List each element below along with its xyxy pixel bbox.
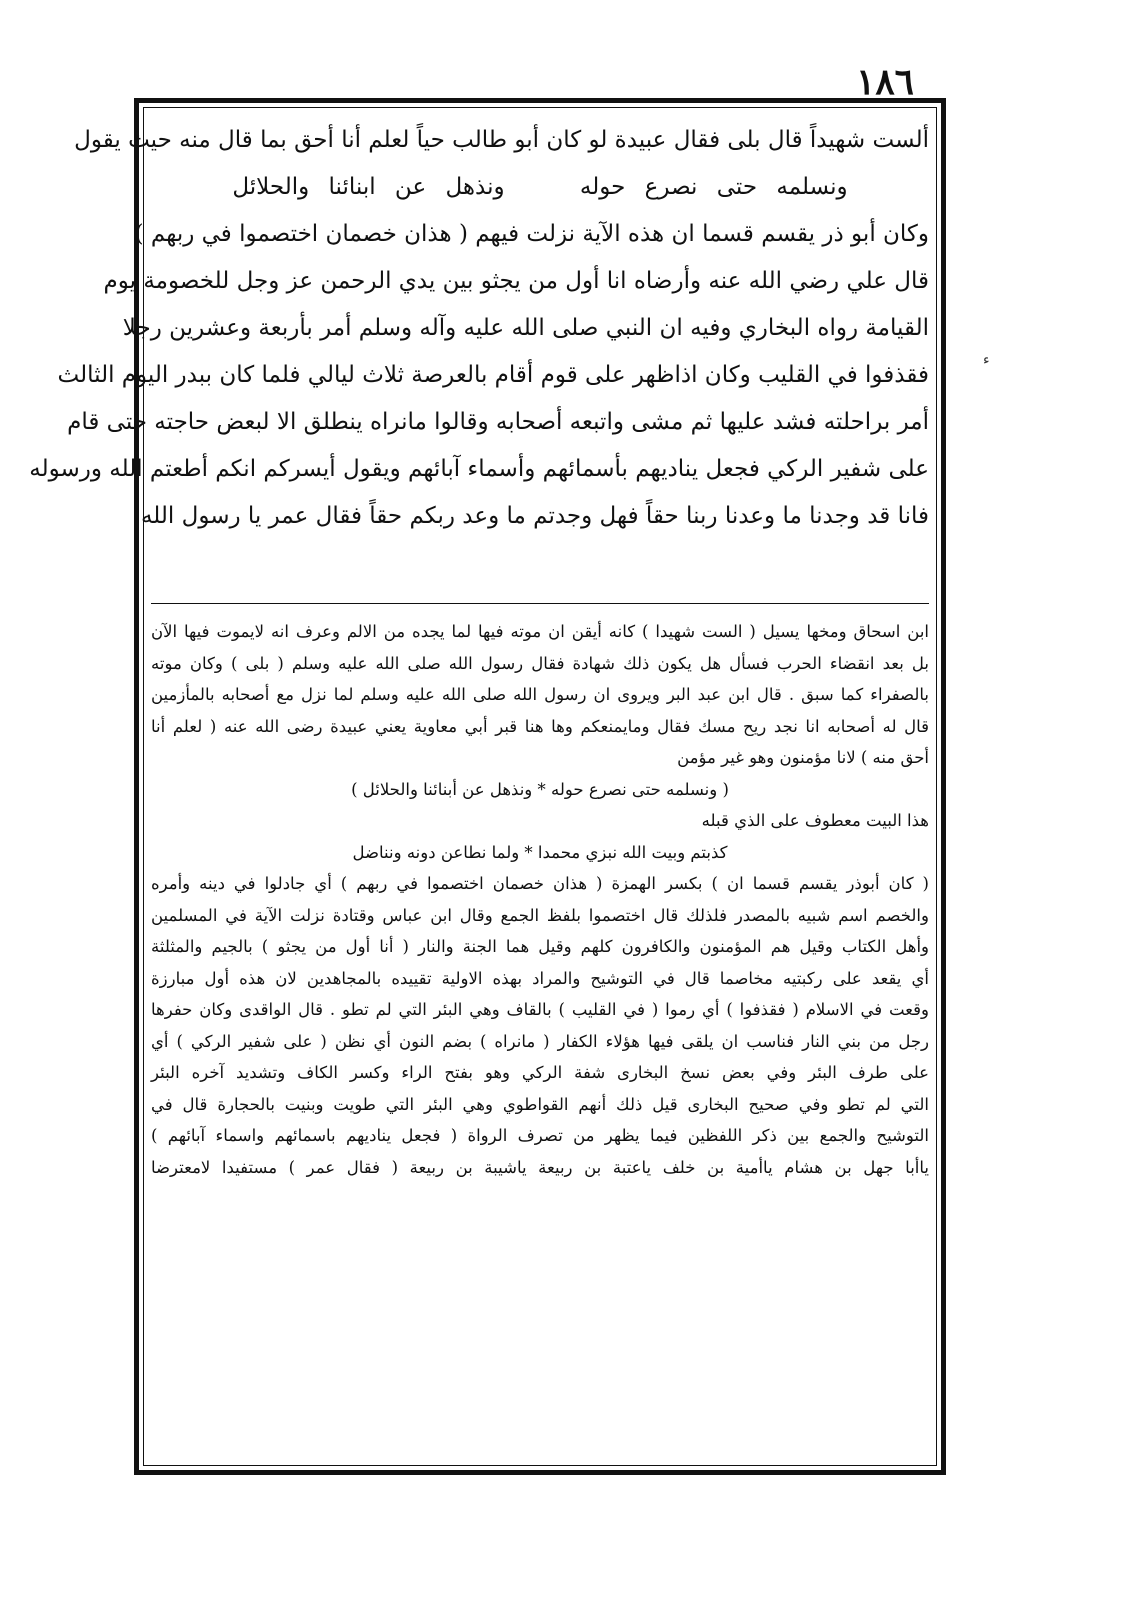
main-verse — [151, 164, 929, 211]
commentary-line: بالصفراء كما سبق . قال ابن عبد البر ويروى ان رسول الله صلى الله عليه وسلم لما نزل مع أصحابه بالمأزمين — [151, 685, 929, 704]
commentary-verse: ( ونسلمه حتى نصرع حوله * ونذهل عن أبنائنا والحلائل ) — [351, 779, 729, 799]
commentary-separator — [151, 603, 929, 604]
verse-hemistich-first: ونسلمه حتى نصرع حوله — [579, 174, 848, 200]
commentary-line: ياأبا جهل بن هشام ياأمية بن خلف ياعتبة بن ربيعة ياشيبة بن ربيعة ( فقال عمر ) مستفيدا لامعترضا — [151, 1157, 929, 1177]
page-frame — [29, 98, 946, 1475]
commentary-line: ( كان أبوذر يقسم قسما ان ) بكسر الهمزة ( هذان خصمان اختصموا في ربهم ) أي جادلوا في دينه وأمره — [151, 874, 929, 893]
margin-mark: ء — [983, 352, 990, 368]
commentary-line: قال له أصحابه انا نجد ريح مسك فقال ومايمنعكم وها هنا قبر أبي معاوية يعني عبيدة رضى الله عنه ( لعلم أنا — [151, 716, 929, 736]
verse-hemistich-second: ونذهل عن ابنائنا والحلائل — [232, 174, 505, 200]
commentary-line: ابن اسحاق ومخها يسيل ( الست شهيدا ) كانه أيقن ان موته فيها لما يجده من الالم وعرف انه لايموت فيها الآن — [151, 622, 929, 641]
commentary — [151, 616, 929, 1183]
page-content — [29, 117, 929, 1462]
main-text — [29, 117, 929, 589]
page-number: ١٨٦ — [855, 61, 914, 103]
commentary-line: وأهل الكتاب وقيل هم المؤمنون والكافرون كلهم وقيل هما الجنة والنار ( أنا أول من يجثو ) بالجيم والمثلثة — [151, 937, 929, 956]
commentary-line: والخصم اسم شبيه بالمصدر فلذلك قال اختصموا بلفظ الجمع وقال ابن عباس وقتادة نزلت الآية في المسلمين — [151, 905, 929, 925]
main-line: على شفير الركي فجعل يناديهم بأسمائهم وأسماء آبائهم ويقول أيسركم انكم أطعتم الله ورسوله — [29, 456, 929, 482]
main-line: وكان أبو ذر يقسم قسما ان هذه الآية نزلت فيهم ( هذان خصمان اختصموا في ربهم ) — [134, 221, 929, 247]
commentary-line: أي يقعد على ركبتيه مخاصما قال في التوشيح والمراد بهذه الاولية تقييده بالمجاهدين لان هذه أول مبارزة — [151, 968, 929, 988]
main-line: أمر براحلته فشد عليها ثم مشى واتبعه أصحابه وقالوا مانراه ينطلق الا لبعض حاجته حتى قام — [67, 409, 929, 435]
commentary-verse: كذبتم وبيت الله نبزي محمدا * ولما نطاعن دونه ونناضل — [352, 842, 728, 862]
commentary-line: رجل من بني النار فناسب ان يلقى فيها هؤلاء الكفار ( مانراه ) بضم النون أي نظن ( على شفير الركي ) أي — [151, 1031, 929, 1051]
main-line: القيامة رواه البخاري وفيه ان النبي صلى الله عليه وآله وسلم أمر بأربعة وعشرين رجلا — [122, 315, 929, 341]
commentary-line: أحق منه ) لانا مؤمنون وهو غير مؤمن — [677, 748, 929, 767]
main-line: فقذفوا في القليب وكان اذاظهر على قوم أقام بالعرصة ثلاث ليالي فلما كان ببدر اليوم الثالث — [57, 362, 929, 388]
main-line: قال علي رضي الله عنه وأرضاه انا أول من يجثو بين يدي الرحمن عز وجل للخصومة يوم — [103, 268, 929, 294]
main-line: ألست شهيداً قال بلى فقال عبيدة لو كان أبو طالب حياً لعلم أنا أحق بما قال منه حيث يقول — [74, 127, 929, 153]
commentary-line: التي لم تطو وفي صحيح البخارى قيل ذلك أنهم القواطوي وهي البئر التي طويت وبنيت بالحجارة قال في — [151, 1094, 929, 1114]
commentary-line: هذا البيت معطوف على الذي قبله — [701, 811, 929, 830]
commentary-line: التوشيح والجمع بين ذكر اللفظين فيما يظهر من تصرف الرواة ( فجعل يناديهم باسمائهم واسماء آبائهم ) — [151, 1126, 929, 1145]
main-line: فانا قد وجدنا ما وعدنا ربنا حقاً فهل وجدتم ما وعد ربكم حقاً فقال عمر يا رسول الله — [140, 503, 929, 529]
commentary-line: على طرف البئر وفي بعض نسخ البخارى شفة الركي وهو بفتح الراء وكسر الكاف وتشديد آخره البئر — [151, 1063, 929, 1082]
commentary-line: وقعت في الاسلام ( فقذفوا ) أي رموا ( في القليب ) بالقاف وهي البئر التي لم تطو . قال الواقدى وكان حفرها — [151, 1000, 929, 1019]
commentary-line: بل بعد انقضاء الحرب فسأل هل يكون ذلك شهادة فقال رسول الله صلى الله عليه وسلم ( بلى ) وكان موته — [151, 653, 929, 673]
